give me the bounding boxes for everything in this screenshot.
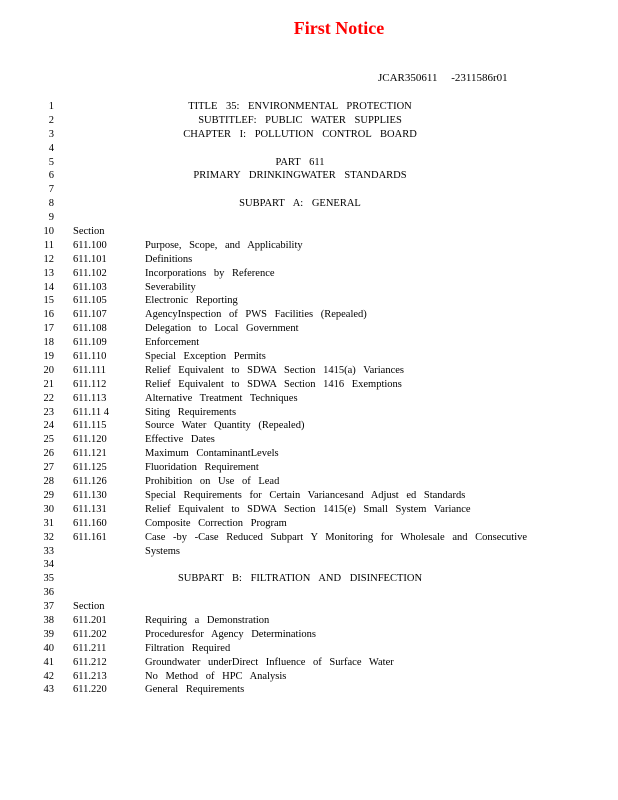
document-line [0, 683, 618, 697]
document-line [0, 281, 618, 295]
section-number: 611.115 [73, 420, 107, 432]
line-number: 21 [43, 378, 54, 390]
section-number: 611.213 [73, 670, 107, 682]
section-number: 611.120 [73, 434, 107, 446]
document-line [0, 211, 618, 225]
section-number: 611.220 [73, 684, 107, 696]
line-number: 40 [43, 642, 54, 654]
section-title: Proceduresfor Agency Determinations [145, 628, 316, 640]
section-number: 611.202 [73, 628, 107, 640]
line-number: 24 [43, 420, 54, 432]
section-title: Definitions [145, 253, 193, 265]
section-title: Effective Dates [145, 434, 215, 446]
section-number: 611.212 [73, 656, 107, 668]
document-line [0, 169, 618, 183]
document-line [0, 350, 618, 364]
section-title: General Requirements [145, 684, 245, 696]
line-number: 29 [43, 489, 54, 501]
section-title: Groundwater underDirect Influence of Surface Water [145, 656, 394, 668]
document-line [0, 600, 618, 614]
document-line [0, 183, 618, 197]
line-number: 31 [43, 517, 54, 529]
section-number: 611.131 [73, 503, 107, 515]
line-number: 22 [43, 392, 54, 404]
document-line [0, 253, 618, 267]
section-heading: SUBPART A: GENERAL [239, 198, 361, 210]
line-number: 16 [43, 309, 54, 321]
line-number: 5 [48, 156, 54, 168]
line-number: 15 [43, 295, 54, 307]
line-number: 13 [43, 267, 54, 279]
section-title: Maximum ContaminantLevels [145, 448, 279, 460]
document-line [0, 433, 618, 447]
document-line [0, 517, 618, 531]
line-number: 25 [43, 434, 54, 446]
document-line [0, 308, 618, 322]
line-number: 35 [43, 573, 54, 585]
section-number: 611.109 [73, 337, 107, 349]
section-number: 611.11 4 [73, 406, 109, 418]
document-line [0, 489, 618, 503]
document-line [0, 336, 618, 350]
line-number: 17 [43, 323, 54, 335]
document-line [0, 475, 618, 489]
section-title: Alternative Treatment Techniques [145, 392, 298, 404]
section-number: 611.161 [73, 531, 107, 543]
section-title-continued: Systems [145, 545, 181, 557]
document-line [0, 267, 618, 281]
section-heading: CHAPTER I: POLLUTION CONTROL BOARD [183, 128, 417, 140]
section-number: 611.160 [73, 517, 107, 529]
section-number: 611.111 [73, 364, 106, 376]
line-number: 18 [43, 337, 54, 349]
section-number: 611.112 [73, 378, 107, 390]
section-title: Purpose, Scope, and Applicability [145, 239, 303, 251]
document-line [0, 378, 618, 392]
document-line [0, 503, 618, 517]
document-line [0, 225, 618, 239]
line-number: 9 [48, 212, 54, 224]
document-line [0, 642, 618, 656]
line-number: 32 [43, 531, 54, 543]
line-number: 30 [43, 503, 54, 515]
line-number: 27 [43, 462, 54, 474]
section-number: 611.105 [73, 295, 107, 307]
section-number: 611.101 [73, 253, 107, 265]
section-heading: PART 611 [275, 156, 325, 168]
section-number: 611.211 [73, 642, 107, 654]
section-number: 611.110 [73, 351, 107, 363]
document-line [0, 197, 618, 211]
section-title: Siting Requirements [145, 406, 237, 418]
section-title: Relief Equivalent to SDWA Section 1415(a) Variances [145, 364, 405, 376]
line-number: 28 [43, 476, 54, 488]
section-number: 611.113 [73, 392, 107, 404]
section-heading: TITLE 35: ENVIRONMENTAL PROTECTION [188, 101, 412, 112]
section-heading: SUBPART B: FILTRATION AND DISINFECTION [177, 573, 423, 585]
line-number: 4 [48, 142, 54, 154]
section-title: Source Water Quantity (Repealed) [145, 420, 305, 432]
section-title: Special Requirements for Certain Variancesand Adjust ed Standards [145, 489, 466, 501]
document-line [0, 419, 618, 433]
line-number: 6 [48, 170, 54, 182]
document-line [0, 100, 618, 114]
line-number: 39 [43, 628, 54, 640]
line-number: 26 [43, 448, 54, 460]
line-number: 8 [48, 198, 54, 210]
line-number: 33 [43, 545, 54, 557]
document-line [0, 392, 618, 406]
line-number: 41 [43, 656, 54, 668]
document-line [0, 670, 618, 684]
document-line [0, 128, 618, 142]
section-title: Enforcement [145, 337, 200, 349]
section-title: Delegation to Local Government [145, 323, 299, 335]
section-heading: PRIMARY DRINKINGWATER STANDARDS [193, 170, 407, 182]
document-line [0, 461, 618, 475]
line-number: 2 [48, 114, 54, 126]
section-title: No Method of HPC Analysis [145, 670, 287, 682]
document-line [0, 572, 618, 586]
document-line [0, 364, 618, 378]
document-line [0, 142, 618, 156]
section-number: 611.100 [73, 239, 107, 251]
section-number: 611.121 [73, 448, 107, 460]
section-number: 611.102 [73, 267, 107, 279]
document-line [0, 294, 618, 308]
line-number: 1 [48, 101, 54, 112]
section-title: Composite Correction Program [145, 517, 287, 529]
section-title: Relief Equivalent to SDWA Section 1416 Exemptions [145, 378, 402, 390]
section-number: 611.126 [73, 476, 107, 488]
section-number: 611.125 [73, 462, 107, 474]
section-number: 611.108 [73, 323, 107, 335]
section-title: Incorporations by Reference [145, 267, 275, 279]
line-number: 37 [43, 601, 54, 613]
section-title: Electronic Reporting [145, 295, 238, 307]
line-number: 14 [43, 281, 54, 293]
document-body [0, 100, 618, 697]
line-number: 34 [43, 559, 54, 571]
section-title: Filtration Required [145, 642, 231, 654]
line-number: 12 [43, 253, 54, 265]
section-title: Requiring a Demonstration [145, 614, 270, 626]
document-line [0, 628, 618, 642]
section-number: 611.201 [73, 614, 107, 626]
line-number: 7 [48, 184, 54, 196]
line-number: 20 [43, 364, 54, 376]
line-number: 11 [43, 239, 54, 251]
section-heading: SUBTITLEF: PUBLIC WATER SUPPLIES [198, 114, 402, 126]
line-number: 42 [43, 670, 54, 682]
section-title: Fluoridation Requirement [145, 462, 259, 474]
line-number: 38 [43, 614, 54, 626]
section-title: Severability [145, 281, 196, 293]
section-number: 611.130 [73, 489, 107, 501]
section-title: Special Exception Permits [145, 351, 266, 363]
document-line [0, 447, 618, 461]
document-line [0, 156, 618, 170]
line-number: 3 [48, 128, 54, 140]
document-id: JCAR350611 -2311586r01 [378, 72, 508, 84]
document-line [0, 586, 618, 600]
section-column-label: Section [73, 601, 105, 613]
section-number: 611.107 [73, 309, 107, 321]
section-number: 611.103 [73, 281, 107, 293]
line-number: 10 [43, 226, 54, 238]
document-line [0, 656, 618, 670]
section-title: Prohibition on Use of Lead [145, 476, 280, 488]
section-title: Case -by -Case Reduced Subpart Y Monitoring for Wholesale and Consecutive [145, 531, 528, 543]
document-line [0, 531, 618, 545]
first-notice-heading: First Notice [293, 18, 385, 38]
line-number: 43 [43, 684, 54, 696]
section-title: AgencyInspection of PWS Facilities (Repealed) [145, 309, 367, 321]
line-number: 23 [43, 406, 54, 418]
document-line [0, 614, 618, 628]
document-line [0, 558, 618, 572]
document-line [0, 406, 618, 420]
document-line [0, 545, 618, 559]
section-title: Relief Equivalent to SDWA Section 1415(e) Small System Variance [145, 503, 471, 515]
line-number: 19 [43, 351, 54, 363]
document-line [0, 239, 618, 253]
section-column-label: Section [73, 226, 105, 238]
line-number: 36 [43, 587, 54, 599]
document-line [0, 114, 618, 128]
document-line [0, 322, 618, 336]
